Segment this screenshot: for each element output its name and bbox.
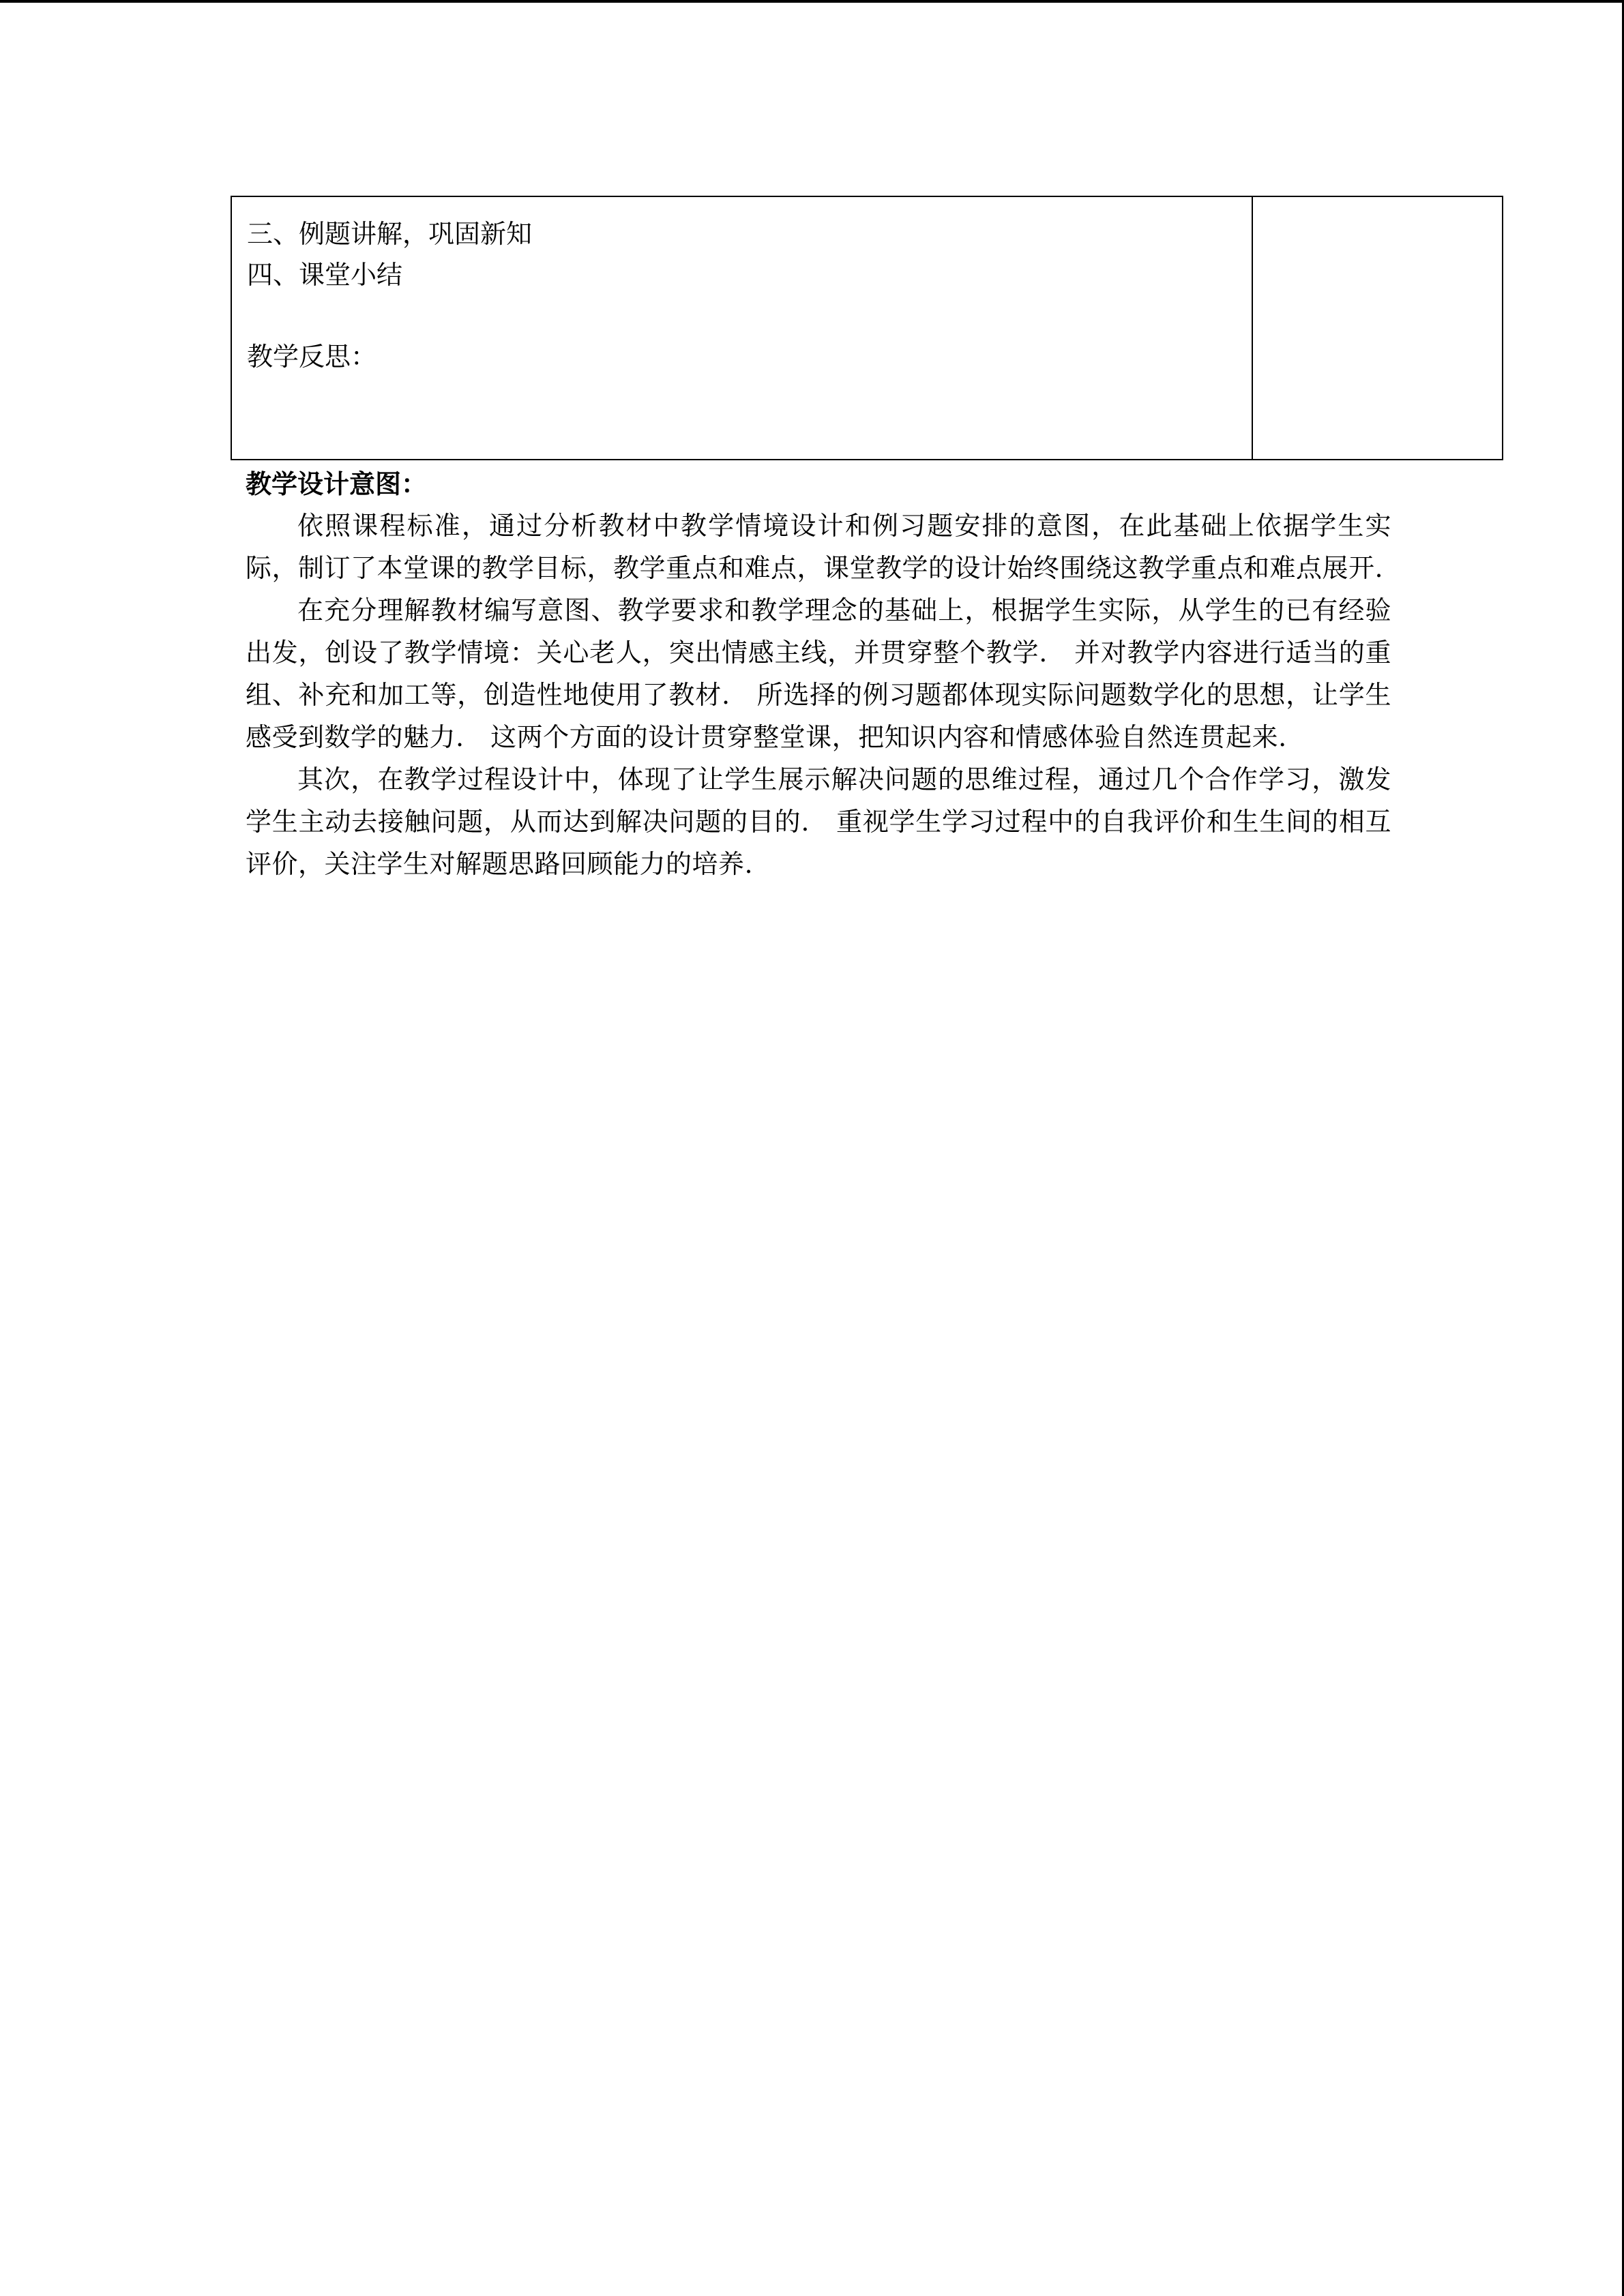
design-paragraph-1: 依照课程标准，通过分析教材中教学情境设计和例习题安排的意图，在此基础上依据学生实际，制订了本堂课的教学目标，教学重点和难点，课堂教学的设计始终围绕这教学重点和难点展开. — [246, 511, 1391, 583]
design-paragraph-3: 其次，在教学过程设计中，体现了让学生展示解决问题的思维过程，通过几个合作学习，激发学生主动去接触问题，从而达到解决问题的目的. 重视学生学习过程中的自我评价和生生间的相互评价，关注学生对解题思路回顾能力的培养. — [246, 764, 1391, 879]
lesson-table-main-cell — [232, 197, 1253, 459]
page-top-border — [0, 0, 1624, 3]
design-intent-heading: 教学设计意图： — [246, 469, 428, 499]
step-four-line: 四、课堂小结 — [247, 260, 403, 290]
lesson-table — [231, 196, 1503, 460]
cell-spacer — [247, 295, 1237, 336]
step-three-line: 三、例题讲解，巩固新知 — [247, 219, 533, 249]
design-intent-section — [246, 464, 1391, 885]
lesson-table-side-cell — [1253, 197, 1502, 459]
teaching-reflection-label: 教学反思： — [247, 342, 377, 372]
design-paragraph-2: 在充分理解教材编写意图、教学要求和教学理念的基础上，根据学生实际，从学生的已有经验出发，创设了教学情境：关心老人，突出情感主线，并贯穿整个教学. 并对教学内容进行适当的重组、补充和加工等，创造性地使用了教材. 所选择的例习题都体现实际问题数学化的思想，让学生感受到数学的魅力. 这两个方面的设计贯穿整堂课，把知识内容和情感体验自然连贯起来. — [246, 595, 1391, 752]
